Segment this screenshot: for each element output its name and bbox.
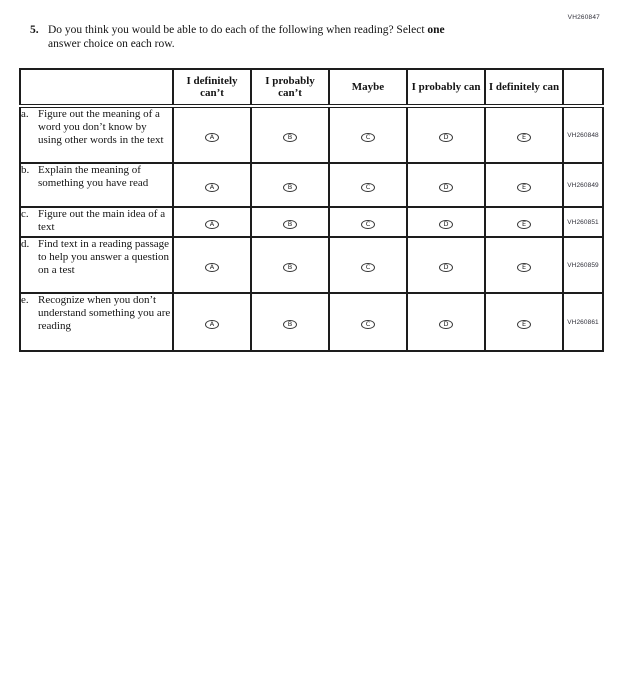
header-empty-question — [20, 69, 173, 106]
column-header-probably-can: I probably can — [407, 69, 485, 106]
answer-bubble[interactable] — [361, 220, 375, 230]
column-header-definitely-cant: I definitely can’t — [173, 69, 251, 106]
option-cell — [329, 237, 407, 293]
header-empty-code — [563, 69, 603, 106]
answer-bubble[interactable] — [361, 133, 375, 143]
bubble-letter: B — [287, 183, 293, 191]
answer-bubble[interactable] — [283, 183, 297, 193]
column-header-probably-cant: I probably can’t — [251, 69, 329, 106]
row-text: Figure out the main idea of a text — [38, 208, 166, 233]
option-cell — [407, 207, 485, 237]
option-cell — [407, 163, 485, 207]
row-question-cell — [20, 163, 173, 207]
row-question-cell — [20, 293, 173, 351]
answer-bubble[interactable] — [439, 263, 453, 273]
question-line-2: answer choice on each row. — [48, 38, 175, 50]
option-cell — [407, 237, 485, 293]
answer-bubble[interactable] — [283, 133, 297, 143]
bubble-letter: B — [287, 263, 293, 271]
bubble-letter: C — [365, 220, 371, 228]
table-row — [20, 293, 603, 351]
bubble-letter: C — [365, 263, 371, 271]
row-letter: b. — [21, 164, 30, 176]
question-number: 5. — [30, 24, 39, 36]
form-code: VH260847 — [567, 14, 600, 21]
bubble-letter: D — [443, 133, 449, 141]
answer-bubble[interactable] — [439, 183, 453, 193]
answer-bubble[interactable] — [361, 320, 375, 330]
bubble-letter: E — [521, 133, 527, 141]
answer-bubble[interactable] — [439, 220, 453, 230]
option-cell — [173, 163, 251, 207]
row-code: VH260851 — [563, 207, 603, 237]
answer-bubble[interactable] — [517, 320, 531, 330]
row-code: VH260848 — [563, 106, 603, 163]
option-cell — [485, 106, 563, 163]
bubble-letter: E — [521, 263, 527, 271]
answer-bubble[interactable] — [205, 263, 219, 273]
answer-bubble[interactable] — [517, 133, 531, 143]
row-code: VH260849 — [563, 163, 603, 207]
row-text: Recognize when you don’t understand something you are reading — [38, 294, 171, 332]
option-cell — [329, 163, 407, 207]
row-question-cell — [20, 106, 173, 163]
row-letter: e. — [21, 294, 29, 306]
bubble-letter: A — [209, 133, 215, 141]
column-header-maybe: Maybe — [329, 69, 407, 106]
question-text — [48, 23, 445, 51]
option-cell — [485, 237, 563, 293]
header-row — [20, 69, 603, 106]
row-code: VH260859 — [563, 237, 603, 293]
option-cell — [251, 237, 329, 293]
answer-bubble[interactable] — [205, 220, 219, 230]
option-cell — [407, 106, 485, 163]
bubble-letter: C — [365, 320, 371, 328]
table-row — [20, 207, 603, 237]
bubble-letter: A — [209, 320, 215, 328]
bubble-letter: C — [365, 133, 371, 141]
bubble-letter: B — [287, 133, 293, 141]
answer-bubble[interactable] — [283, 220, 297, 230]
row-text: Find text in a reading passage to help you answer a question on a test — [38, 238, 170, 276]
option-cell — [329, 207, 407, 237]
option-cell — [251, 106, 329, 163]
question-stem — [30, 23, 530, 51]
option-cell — [485, 207, 563, 237]
bubble-letter: A — [209, 220, 215, 228]
row-letter: d. — [21, 238, 30, 250]
answer-bubble[interactable] — [205, 133, 219, 143]
answer-bubble[interactable] — [205, 320, 219, 330]
answer-bubble[interactable] — [205, 183, 219, 193]
column-header-definitely-can: I definitely can — [485, 69, 563, 106]
row-text: Explain the meaning of something you have read — [38, 164, 149, 189]
bubble-letter: E — [521, 183, 527, 191]
option-cell — [329, 293, 407, 351]
survey-table — [19, 68, 604, 352]
table-row — [20, 106, 603, 163]
question-bold-word: one — [427, 24, 445, 36]
row-code: VH260861 — [563, 293, 603, 351]
option-cell — [251, 293, 329, 351]
option-cell — [251, 207, 329, 237]
option-cell — [173, 207, 251, 237]
bubble-letter: E — [521, 320, 527, 328]
option-cell — [329, 106, 407, 163]
question-line-1 — [48, 23, 445, 37]
table-row — [20, 163, 603, 207]
answer-bubble[interactable] — [361, 263, 375, 273]
row-letter: a. — [21, 108, 29, 120]
row-letter: c. — [21, 208, 29, 220]
bubble-letter: B — [287, 220, 293, 228]
option-cell — [251, 163, 329, 207]
answer-bubble[interactable] — [517, 263, 531, 273]
bubble-letter: A — [209, 263, 215, 271]
option-cell — [173, 237, 251, 293]
answer-bubble[interactable] — [361, 183, 375, 193]
option-cell — [407, 293, 485, 351]
row-text: Figure out the meaning of a word you don’t know by using other words in the text — [38, 108, 164, 146]
answer-bubble[interactable] — [283, 263, 297, 273]
bubble-letter: A — [209, 183, 215, 191]
bubble-letter: D — [443, 183, 449, 191]
bubble-letter: C — [365, 183, 371, 191]
table-row — [20, 237, 603, 293]
option-cell — [173, 293, 251, 351]
answer-bubble[interactable] — [283, 320, 297, 330]
option-cell — [485, 163, 563, 207]
row-question-cell — [20, 237, 173, 293]
row-question-cell — [20, 207, 173, 237]
answer-bubble[interactable] — [517, 220, 531, 230]
option-cell — [485, 293, 563, 351]
bubble-letter: D — [443, 220, 449, 228]
bubble-letter: B — [287, 320, 293, 328]
answer-bubble[interactable] — [439, 133, 453, 143]
option-cell — [173, 106, 251, 163]
bubble-letter: D — [443, 320, 449, 328]
bubble-letter: D — [443, 263, 449, 271]
answer-bubble[interactable] — [517, 183, 531, 193]
bubble-letter: E — [521, 220, 527, 228]
answer-bubble[interactable] — [439, 320, 453, 330]
question-line-1-text: Do you think you would be able to do each of the following when reading? Select — [48, 24, 428, 36]
